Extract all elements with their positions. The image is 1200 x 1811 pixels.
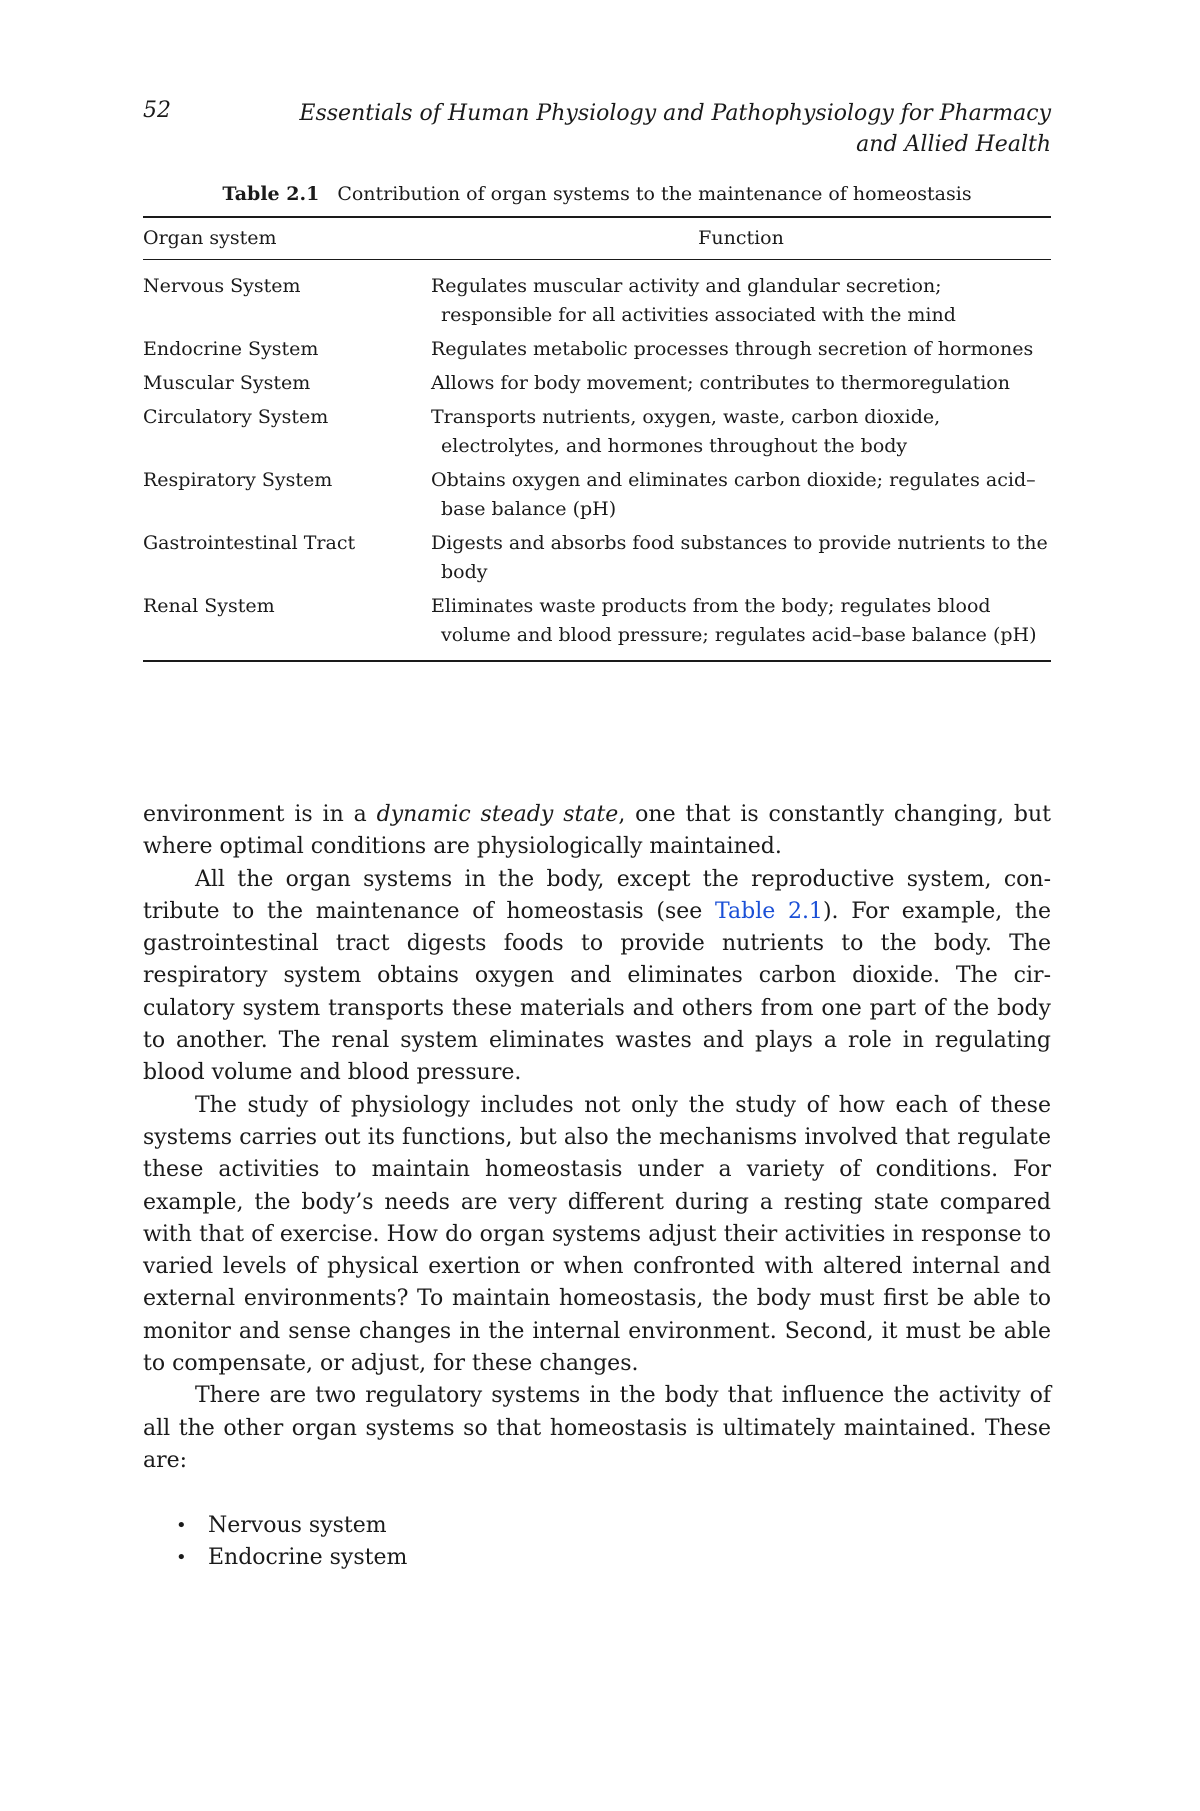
regulatory-systems-list — [143, 1510, 1051, 1574]
running-header — [143, 98, 1051, 168]
function-cell: Regulates metabolic processes through secretion of hormones — [431, 338, 1034, 360]
book-title-line-1: Essentials of Human Physiology and Pathophysiology for Pharmacy — [299, 101, 1051, 126]
paragraph-4: There are two regulatory systems in the body that influence the activity of all the other organ systems so that homeostasis is ultimately maintained. These are: — [143, 1383, 1051, 1473]
table-row — [143, 466, 1051, 529]
paragraph-2-start: All the organ systems in the body, except the reproductive system, contribute to the maintenance of homeostasis (see — [143, 866, 1051, 924]
organ-cell: Nervous System — [143, 275, 301, 297]
function-cell: Allows for body movement; contributes to thermoregulation — [431, 372, 1010, 394]
function-cell: Obtains oxygen and eliminates carbon dioxide; regulates acid–base balance (pH) — [431, 469, 1036, 520]
table-caption-text: Contribution of organ systems to the maintenance of homeostasis — [337, 183, 972, 205]
table-row — [143, 369, 1051, 403]
table-row — [143, 529, 1051, 592]
paragraph-1-start: environment is in a — [143, 802, 377, 827]
table-header-row — [143, 217, 1051, 260]
table-row — [143, 260, 1051, 336]
table-caption-label: Table 2.1 — [222, 183, 320, 205]
dynamic-steady-state-term: dynamic steady state — [376, 802, 619, 827]
paragraph-3: The study of physiology includes not only the study of how each of these systems carries out its functions, but also the mechanisms involved that regulate these activities to maintain homeostasis under a variety of conditions. For example, the body’s needs are very different during a resting state compared with that of exercise. How do organ systems adjust their activities in response to varied levels of physical exertion or when confronted with altered internal and external environments? To maintain homeostasis, the body must first be able to monitor and sense changes in the internal environment. Second, it must be able to compensate, or adjust, for these changes. — [143, 1092, 1051, 1377]
list-item-text: Endocrine system — [208, 1545, 408, 1571]
paragraph-2 — [143, 864, 1051, 1090]
table-2-1-link[interactable]: Table 2.1 — [715, 898, 823, 924]
organ-cell: Muscular System — [143, 372, 311, 394]
column-header-organ: Organ system — [143, 217, 431, 260]
table-2-1 — [143, 180, 1051, 662]
page-number: 52 — [143, 98, 171, 123]
table-caption — [143, 180, 1051, 208]
bullet-icon: • — [176, 1547, 187, 1569]
column-header-function: Function — [431, 217, 1051, 260]
paragraph-1 — [143, 799, 1051, 864]
book-title — [291, 98, 1051, 160]
table-row — [143, 592, 1051, 661]
paragraph-1-end: , one that is constantly changing, but where optimal conditions are physiologically maintained. — [143, 802, 1051, 860]
list-item-text: Nervous system — [208, 1513, 387, 1539]
organ-cell: Respiratory System — [143, 469, 333, 491]
organ-cell: Gastrointestinal Tract — [143, 532, 356, 554]
function-cell: Regulates muscular activity and glandular secretion; responsible for all activities associated with the mind — [431, 275, 956, 326]
homeostasis-table — [143, 216, 1051, 662]
function-cell: Digests and absorbs food substances to provide nutrients to the body — [431, 532, 1048, 583]
list-item — [143, 1510, 1051, 1542]
organ-cell: Renal System — [143, 592, 431, 661]
body-text — [143, 799, 1051, 1574]
organ-cell: Circulatory System — [143, 406, 329, 428]
bullet-icon: • — [176, 1515, 187, 1537]
book-title-line-2: and Allied Health — [856, 132, 1051, 157]
paragraph-2-end: ). For example, the gastrointestinal tract digests foods to provide nutrients to the body. The respiratory system obtains oxygen and eliminates carbon dioxide. The circulatory system transports these materials and others from one part of the body to another. The renal system eliminates wastes and plays a role in regulating blood volume and blood pressure. — [143, 898, 1051, 1086]
function-cell: Transports nutrients, oxygen, waste, carbon dioxide, electrolytes, and hormones throughout the body — [431, 406, 941, 457]
list-item — [143, 1542, 1051, 1574]
organ-cell: Endocrine System — [143, 338, 319, 360]
table-row — [143, 403, 1051, 466]
function-cell: Eliminates waste products from the body; regulates blood volume and blood pressure; regulates acid–base balance (pH) — [431, 592, 1051, 661]
table-row — [143, 335, 1051, 369]
